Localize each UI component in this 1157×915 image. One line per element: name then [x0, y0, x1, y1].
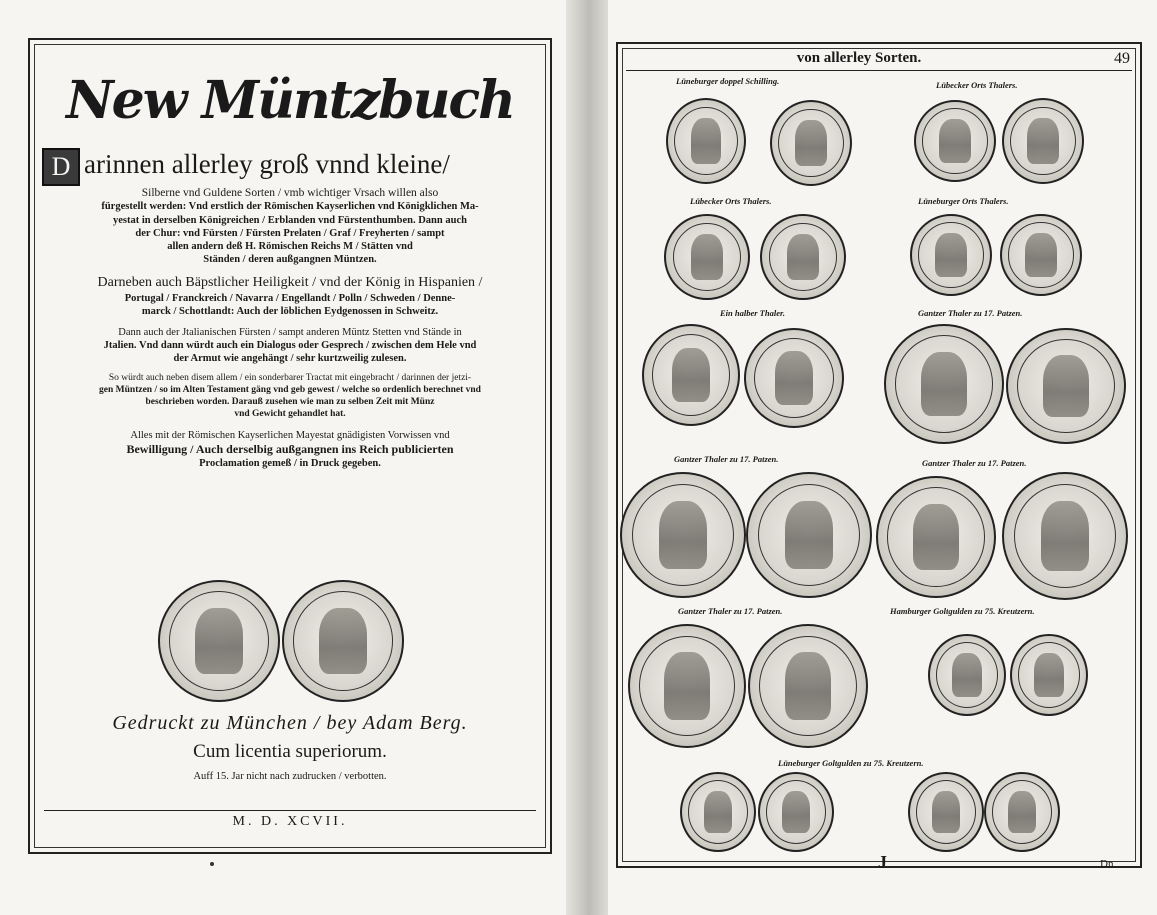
coin-thaler-city-1 [620, 472, 746, 598]
coin-doppel-schilling-reverse [770, 100, 852, 186]
text-line: der Armut wie angehängt / sehr kurtzweilig zulesen. [173, 353, 407, 364]
printer-line: Gedruckt zu München / bey Adam Berg. [112, 712, 468, 734]
text-line: gen Müntzen / so im Alten Testament gäng vnd geb gewest / welche so ordenlich berechnet vnd [99, 385, 481, 395]
title-page [0, 0, 566, 915]
coin-figure [913, 504, 959, 570]
coin-thaler-city-3 [628, 624, 746, 748]
coin-figure [319, 608, 366, 674]
text-line: Alles mit der Römischen Kayserlichen Mayestat gnädigisten Vorwissen vnd [130, 429, 450, 441]
coin-portrait-queen [282, 580, 404, 702]
portrait-coins [30, 580, 550, 710]
coin-lueneburg-goltgulden-saint [680, 772, 756, 852]
text-line: beschrieben worden. Darauß zusehen wie man zu selben Zeit mit Münz [145, 396, 435, 407]
coin-luebeck-eagle [914, 100, 996, 182]
coin-figure [1041, 501, 1090, 570]
paragraph-tractat [42, 373, 538, 421]
coin-figure [782, 791, 811, 834]
coin-halber-thaler-saint [642, 324, 740, 426]
coin-plate-page [608, 0, 1157, 915]
coin-figure [672, 348, 710, 403]
caption-halber-thaler: Ein halber Thaler. [720, 308, 785, 318]
signature-mark: J [878, 852, 887, 872]
coin-figure [659, 501, 708, 569]
coin-figure [1025, 233, 1056, 277]
coin-halber-thaler-eagle [744, 328, 844, 428]
coin-hamburg-goltgulden-saint [928, 634, 1006, 716]
paragraph-privilege [42, 429, 538, 470]
coin-figure [691, 118, 721, 164]
catchword: Dn [1100, 858, 1114, 870]
text-line: Darneben auch Bäpstlicher Heiligkeit / vnd der König in Hispanien / [97, 275, 483, 290]
coin-figure [785, 652, 831, 719]
coin-thaler-madonna [1006, 328, 1126, 444]
publication-year: M. D. XCVII. [232, 814, 348, 829]
coin-figure [664, 652, 710, 719]
coin-doppel-schilling-obverse [666, 98, 746, 184]
coin-luebeck-saint-2 [664, 214, 750, 300]
coin-figure [704, 791, 733, 834]
folio-number: 49 [1114, 50, 1130, 67]
caption-luebeck-orts-thaler-2: Lübecker Orts Thalers. [690, 196, 772, 206]
coin-lueneburg-goltgulden-shield [984, 772, 1060, 852]
text-line: Silberne vnd Guldene Sorten / vmb wichtiger Vrsach willen also [141, 187, 439, 199]
coin-luebeck-eagle-2 [760, 214, 846, 300]
coin-figure [1043, 355, 1089, 418]
coin-thaler-moon-1 [746, 472, 872, 598]
coin-lueneburg-moon [1000, 214, 1082, 296]
coin-figure [787, 234, 820, 280]
coin-thaler-city-2 [1002, 472, 1128, 600]
coin-figure [939, 119, 970, 163]
text-line: vnd Gewicht gehandlet hat. [234, 408, 346, 419]
text-line: So würdt auch neben disem allem / ein sonderbarer Tractat mit eingebracht / darinnen der jetzi- [108, 373, 472, 384]
coin-figure [1008, 791, 1037, 834]
caption-gantzer-thaler-2: Gantzer Thaler zu 17. Patzen. [674, 454, 779, 464]
caption-lueneburg-orts-thaler: Lüneburger Orts Thalers. [918, 196, 1009, 206]
text-line: yestat in derselben Königreichen / Erblanden vnd Fürstenthumben. Dann auch [113, 214, 467, 226]
title-page-text [42, 148, 538, 470]
text-line: allen andern deß H. Römischen Reichs M / Stätten vnd [167, 240, 413, 252]
text-line: Dann auch der Jtalianischen Fürsten / sampt anderen Müntz Stetten vnd Stände in [118, 326, 462, 338]
coin-figure [691, 234, 724, 280]
coin-plate-frame [616, 42, 1142, 868]
book-title: New Müntzbuch [66, 70, 514, 131]
coin-thaler-madonna-2 [748, 624, 868, 748]
coin-lueneburg-goltgulden-city [908, 772, 984, 852]
text-line: Ständen / deren außgangnen Müntzen. [203, 253, 377, 265]
text-line: Portugal / Franckreich / Navarra / Engellandt / Polln / Schweden / Denne- [124, 292, 456, 304]
coin-figure [1027, 118, 1058, 164]
text-line: Jtalien. Vnd dann würdt auch ein Dialogus oder Gesprech / zwischen dem Hele vnd [103, 339, 477, 351]
coin-thaler-moon-2 [876, 476, 996, 598]
title-first-line-text: arinnen allerley groß vnnd kleine/ [84, 149, 450, 180]
coin-figure [1034, 653, 1064, 697]
paragraph-italian [42, 326, 538, 365]
text-line: Bewilligung / Auch derselbig außgangnen ins Reich publicierten [126, 441, 454, 456]
text-line: marck / Schottlandt: Auch der löblichen Eydgenossen in Schweitz. [141, 305, 439, 317]
book-gutter [566, 0, 608, 915]
year-rule [44, 810, 536, 811]
coin-figure [932, 791, 961, 834]
title-first-line [42, 148, 538, 186]
coin-figure [775, 351, 813, 405]
head-rule [626, 70, 1132, 71]
running-head: von allerley Sorten. [796, 50, 922, 66]
coin-hamburg-goltgulden-orb [1010, 634, 1088, 716]
licence-line: Cum licentia superiorum. [193, 741, 387, 762]
title-page-frame [28, 38, 552, 854]
caption-gantzer-thaler-4: Gantzer Thaler zu 17. Patzen. [678, 606, 783, 616]
coin-figure [952, 653, 982, 697]
coin-lueneburg-lion [910, 214, 992, 296]
coin-figure [795, 120, 826, 166]
decorated-initial: D [42, 148, 80, 186]
coin-figure [195, 608, 242, 674]
coin-lueneburg-goltgulden-arms [758, 772, 834, 852]
coin-figure [785, 501, 834, 569]
caption-hamburger-goltgulden: Hamburger Goltgulden zu 75. Kreutzern. [890, 606, 1035, 616]
coin-thaler-portrait [884, 324, 1004, 444]
caption-lueneburger-goltgulden: Lüneburger Goltgulden zu 75. Kreutzern. [778, 758, 924, 768]
privilege-line: Auff 15. Jar nicht nach zudrucken / verbotten. [193, 771, 387, 782]
text-line: der Chur: vnd Fürsten / Fürsten Prelaten / Graf / Freyherten / sampt [135, 227, 445, 239]
coin-luebeck-saint [1002, 98, 1084, 184]
coin-figure [935, 233, 966, 277]
ink-speck [210, 862, 214, 866]
coin-figure [921, 352, 967, 417]
caption-gantzer-thaler-1: Gantzer Thaler zu 17. Patzen. [918, 308, 1023, 318]
text-line: Proclamation gemeß / in Druck gegeben. [199, 457, 381, 469]
coin-portrait-king [158, 580, 280, 702]
imprint [30, 712, 550, 782]
caption-lueneburg-doppel-schilling: Lüneburger doppel Schilling. [676, 76, 780, 86]
caption-gantzer-thaler-3: Gantzer Thaler zu 17. Patzen. [922, 458, 1027, 468]
caption-luebeck-orts-thaler-1: Lübecker Orts Thalers. [936, 80, 1018, 90]
paragraph-papal [42, 274, 538, 318]
text-line: fürgestellt werden: Vnd erstlich der Römischen Kayserlichen vnd Königklichen Ma- [101, 201, 479, 213]
